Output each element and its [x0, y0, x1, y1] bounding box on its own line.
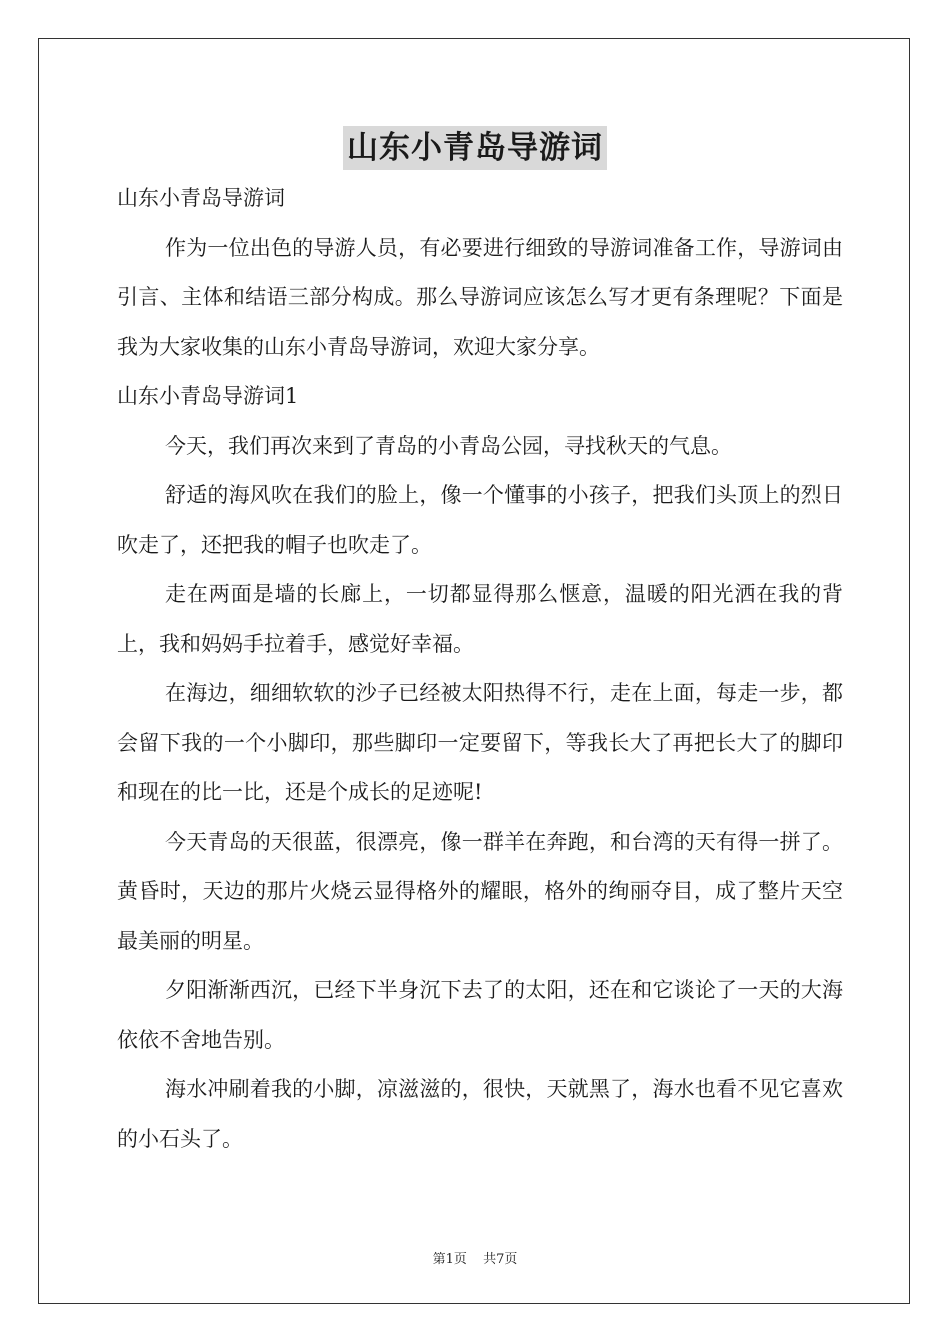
- paragraph: 夕阳渐渐西沉，已经下半身沉下去了的太阳，还在和它谈论了一天的大海依依不舍地告别。: [117, 978, 843, 1052]
- paragraph: 今天，我们再次来到了青岛的小青岛公园，寻找秋天的气息。: [165, 433, 732, 458]
- paragraph: 舒适的海风吹在我们的脸上，像一个懂事的小孩子，把我们头顶上的烈日吹走了，还把我的帽子也吹走了。: [117, 483, 843, 557]
- subtitle: 山东小青岛导游词: [117, 186, 285, 210]
- document-title: 山东小青岛导游词: [343, 126, 607, 170]
- page-number: 第1页: [432, 1252, 467, 1267]
- page-footer: [0, 1248, 950, 1267]
- document-body: [117, 174, 843, 1164]
- intro-paragraph: 作为一位出色的导游人员，有必要进行细致的导游词准备工作，导游词由引言、主体和结语三部分构成。那么导游词应该怎么写才更有条理呢？下面是我为大家收集的山东小青岛导游词，欢迎大家分享。: [117, 235, 843, 359]
- paragraph: 海水冲刷着我的小脚，凉滋滋的，很快，天就黑了，海水也看不见它喜欢的小石头了。: [117, 1077, 843, 1151]
- page-total: 共7页: [483, 1252, 518, 1267]
- paragraph: 走在两面是墙的长廊上，一切都显得那么惬意，温暖的阳光洒在我的背上，我和妈妈手拉着手，感觉好幸福。: [117, 582, 843, 656]
- paragraph: 在海边，细细软软的沙子已经被太阳热得不行，走在上面，每走一步，都会留下我的一个小脚印，那些脚印一定要留下，等我长大了再把长大了的脚印和现在的比一比，还是个成长的足迹呢!: [117, 681, 843, 804]
- paragraph: 今天青岛的天很蓝，很漂亮，像一群羊在奔跑，和台湾的天有得一拼了。黄昏时，天边的那片火烧云显得格外的耀眼，格外的绚丽夺目，成了整片天空最美丽的明星。: [117, 829, 843, 953]
- section-heading: 山东小青岛导游词1: [117, 384, 299, 408]
- title-container: [0, 126, 950, 170]
